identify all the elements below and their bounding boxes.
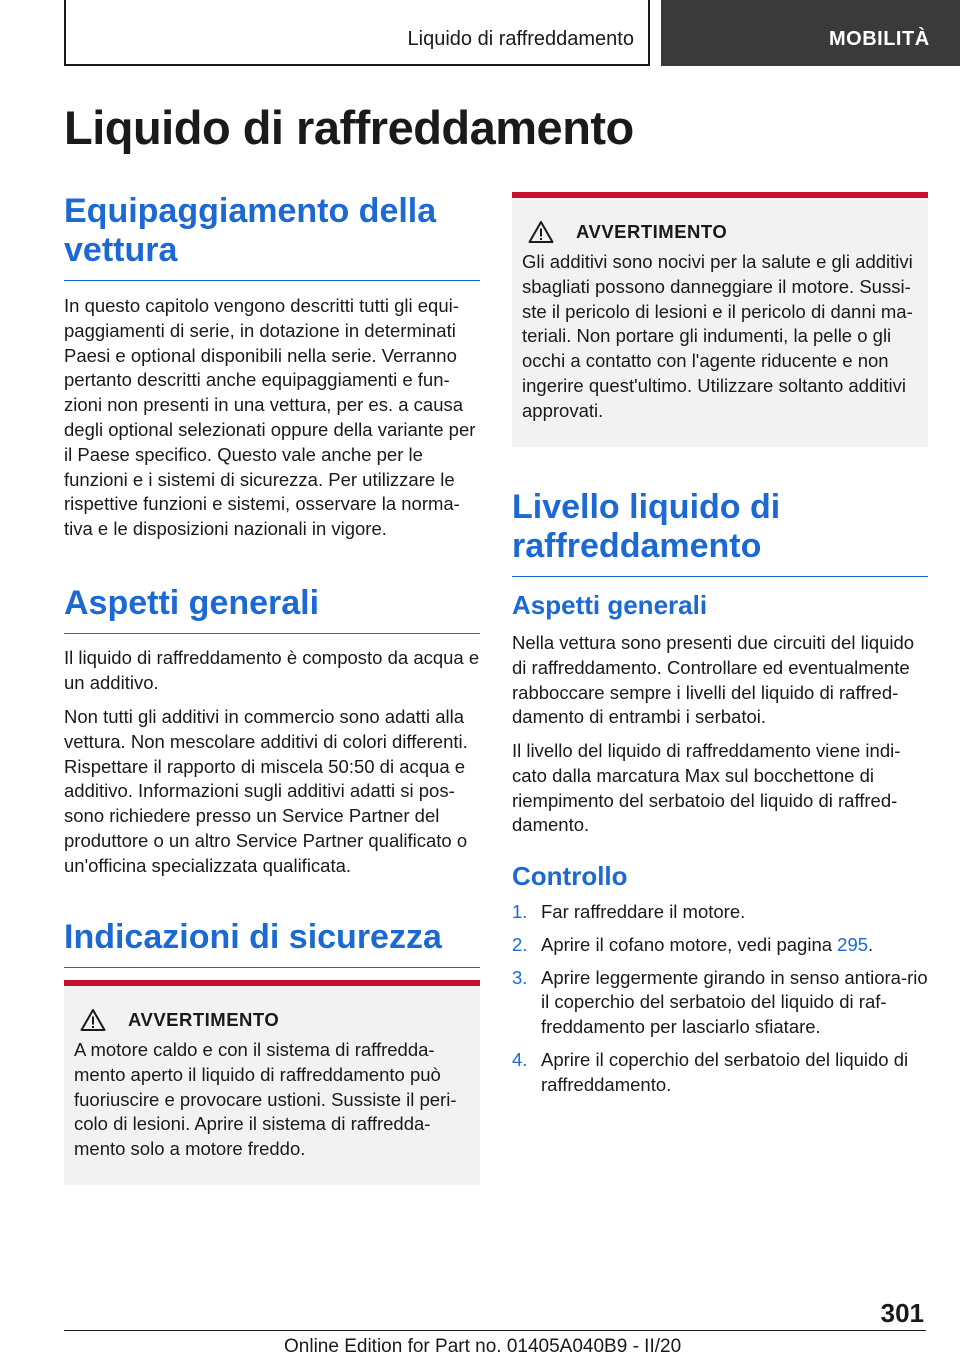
- list-item: [512, 966, 928, 1040]
- section-title-safety: Indicazioni di sicurezza: [64, 918, 480, 968]
- step-number: 4.: [512, 1048, 528, 1070]
- header-section-label: MOBILITÀ: [829, 28, 930, 50]
- page-number: 301: [880, 1298, 924, 1328]
- step-text: Aprire il coperchio del serbatoio del liquido di raffreddamento.: [541, 1048, 909, 1095]
- step-text: Aprire leggermente girando in senso antiora-rio il coperchio del serbatoio del liquido di raf-freddamento per lasciarlo sfiatare.: [541, 966, 928, 1038]
- warning-label: AVVERTIMENTO: [576, 221, 728, 242]
- subsection-title-general: Aspetti generali: [512, 590, 708, 620]
- coolant-general-paragraph-2: Il livello del liquido di raffreddamento viene indi-cato dalla marcatura Max sul bocchettone di riempimento del serbatoio del liquido di raffred-damento.: [512, 740, 901, 836]
- header-box: [64, 0, 650, 66]
- header-chapter-title: Liquido di raffreddamento: [407, 28, 634, 50]
- warning-text: Gli additivi sono nocivi per la salute e gli additivi sbagliati possono danneggiare il motore. Sussi-ste il pericolo di lesioni e il pericolo di danni ma-teriali. Non portare gli indumenti, la pelle o gli occhi a contatto con l'agente riducente e non ingerire quest'ultimo. Utilizzare soltanto additivi approvati.: [522, 251, 913, 421]
- step-text: Aprire il cofano motore, vedi pagina: [541, 933, 838, 955]
- general-paragraph-1: Il liquido di raffreddamento è composto da acqua e un additivo.: [64, 647, 480, 693]
- subsection-title-check: Controllo: [512, 861, 628, 891]
- warning-text: A motore caldo e con il sistema di raffredda-mento aperto il liquido di raffreddamento può fuoriuscire e provocare ustioni. Sussiste il peri-colo di lesioni. Aprire il sistema di raffredda-mento solo a motore freddo.: [74, 1039, 457, 1160]
- page-title: Liquido di raffreddamento: [64, 101, 634, 154]
- warning-triangle-icon: [528, 220, 554, 244]
- step-number: 3.: [512, 966, 528, 988]
- step-number: 2.: [512, 933, 528, 955]
- header-section-tab[interactable]: [661, 0, 960, 66]
- warning-label: AVVERTIMENTO: [128, 1009, 280, 1030]
- step-text: Far raffreddare il motore.: [541, 901, 746, 922]
- page-reference-link[interactable]: 295: [837, 933, 869, 955]
- list-item: [512, 933, 928, 958]
- footer-edition: Online Edition for Part no. 01405A040B9 - II/20: [284, 1336, 682, 1357]
- list-item: [512, 1048, 928, 1098]
- warning-box-additives: [512, 192, 928, 447]
- section-title-general: Aspetti generali: [64, 584, 480, 634]
- section-title-coolant-level: Livello liquido di raffreddamento: [512, 488, 928, 577]
- list-item: [512, 900, 928, 925]
- warning-box-hot-engine: [64, 980, 480, 1185]
- step-number: 1.: [512, 901, 528, 922]
- section-title-equipment: Equipaggiamento della vettura: [64, 192, 480, 281]
- coolant-general-paragraph-1: Nella vettura sono presenti due circuiti del liquido di raffreddamento. Controllare ed eventualmente rabboccare sempre i livelli del liquido di raffred-damento di entrambi i serbatoi.: [512, 632, 915, 728]
- warning-triangle-icon: [80, 1008, 106, 1032]
- general-paragraph-2: Non tutti gli additivi in commercio sono adatti alla vettura. Non mescolare additivi di colori differenti. Rispettare il rapporto di miscela 50:50 di acqua e additivo. Informazioni sugli additivi adatti si pos-sono richiedere presso un Service Partner del produttore o un altro Service Partner qualificato o un'officina specializzata qualificata.: [64, 706, 468, 876]
- step-text-end: .: [868, 933, 874, 955]
- equipment-paragraph: In questo capitolo vengono descritti tutti gli equi-paggiamenti di serie, in dotazione in determinati Paesi e optional disponibili nella serie. Verranno pertanto descritti anche equipaggiamenti e fun-zioni non presenti in una vettura, per es. a causa degli optional selezionati oppure della variante per il Paese specifico. Questo vale anche per le funzioni e i sistemi di sicurezza. Per utilizzare le rispettive funzioni e sistemi, osservare la norma-tiva e le disposizioni nazionali in vigore.: [64, 295, 476, 540]
- check-steps-list: [512, 900, 928, 1106]
- footer-divider: [64, 1330, 926, 1331]
